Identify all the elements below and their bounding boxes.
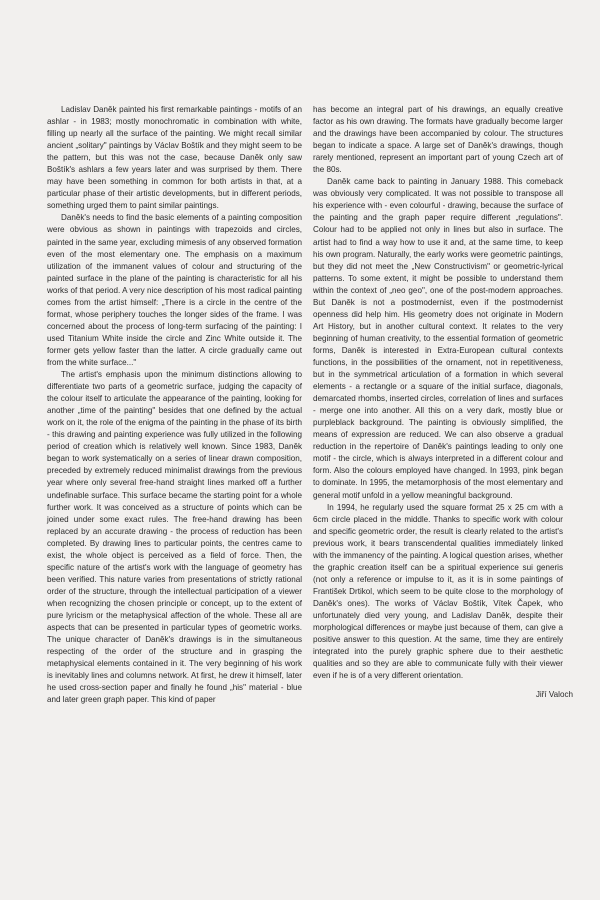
paragraph: Daněk's needs to find the basic elements of a painting composition were obvious as shown in paintings with trapezoids and circles, painted in the same year, excluding mimesis of any observed formation even of the most elementary one. The emphasis on a maximum utilization of the immanent values of colour and structuring of the painted surface in the plane of the painting is characteristic for all his works of that period. A very nice description of his most radical painting comes from the artist himself: „There is a circle in the centre of the format, whose periphery touches the longer sides of the frame. I was concerned about the process of long-term surfacing of the painting: I used Titanium White inside the circle and Zinc White outside it. The former gets yellow faster than the latter. A circle gradually came out from the white surface..." [47,213,302,367]
paragraph: The artist's emphasis upon the minimum distinctions allowing to differentiate two parts of a geometric surface, judging the capacity of the colour itself to articulate the appearance of the painting, looking for another „time of the painting" besides that one defined by the actual work on it, the role of the enigma of the painting in the phase of its birth - this drawing and painting experience was fully utilized in the following period of creation which is relatively well known. Since 1983, Daněk began to work systematically on a series of linear drawn composition, preceded by extremely reduced minimalist drawings from the previous year where only several free-hand straight lines marked off a further undefinable surface. This surface became the starting point for a whole further work. It was conceived as a structure of points which can be joined under some exact rules. The free-hand drawing has been replaced by an accurate drawing - the process of reduction has been completed. By drawing lines to particular points, the centres came to exist, the whole object is perceived as a field of force. Then, the specific nature of the artist's work with the language of geometry has been verified. This nature varies from presentations of strictly rational order of the structure, through the intellectual participation of a viewer when recognizing the chosen principle or concept, up to the extent of pure lyricism or the metaphysical affection of the whole. These all are aspects that can be presented in particular types of geometric works. The unique character of Daněk's drawings is in the simultaneous respecting of the order of the structure and in grasping the metaphysical elements contained in it. The very beginning of his work is inevitably lines and columns network. At first, he drew it himself, later he used cross-section paper and finally he found „his" material - blue and later green graph paper. This kind of paper [47,370,302,705]
paragraph: In 1994, he regularly used the square format 25 x 25 cm with a 6cm circle placed in the middle. Thanks to specific work with colour and specific geometric order, the result is clearly related to the artist's previous work, it bears transcendental qualities immediately linked with the immanency of the painting. A logical question arises, whether the graphic creation itself can be a spiritual experience sui generis (not only a reference or impulse to it, as it is in some paintings of František Drtikol, which seem to be quite close to the morphology of Daněk's ones). The works of Václav Boštík, Vítek Čapek, who unfortunately died very young, and Ladislav Daněk, despite their morphological differences or maybe just because of them, can give a positive answer to this question. At the same, time they are entirely integrated into the purely graphic sphere due to their aesthetic qualities and so they are able to communicate fully with their viewer even if he is of a very different orientation. [313,502,563,681]
left-column [47,104,302,706]
author-signature: Jiří Valoch [535,690,573,699]
paragraph: Daněk came back to painting in January 1988. This comeback was obviously very complicated. It was not possible to transpose all his experience with - even colourful - drawing, because the surface of the painting and the graph paper require different „regulations". Colour had to be applied not only in lines but also in surface. The artist had to find a way how to use it and, at the same time, to keep his own program. Naturally, the early works were geometric paintings, but they did not meet the „New Constructivism" or geometric-lyrical patterns. To some extent, it might be possible to understand them within the context of „neo geo", one of the post-modern approaches. But Daněk is not a postmodernist, even if the postmodernist openness did help him. His geometry does not originate in Modern Art History, but in another cultural context. It relates to the very beginning of human creativity, to the essential formation of geometric forms, Daněk is interested in Extra-European cultural contexts functions, in the possibilities of the ornament, not in repetitiveness, but in the symmetrical articulation of a formation in which several elements - a rectangle or a square of the initial surface, diagonals, demarcated rhombs, inserted circles, correlation of lines and surfaces - merge one into another. All this on a very dark, mostly blue or purpleblack background. The painting is obviously simplified, the means of expression are reduced. We can also observe a gradual reduction in the repertoire of Daněk's paintings leading to only one motif - the circle, which is always interpreted in a different colour and form. Also the colours employed have changed. In 1993, pink began to dominate. In 1995, the metamorphosis of the most elementary and general motif unfold in a yellow meaningful background. [313,177,563,500]
paragraph: Ladislav Daněk painted his first remarkable paintings - motifs of an ashlar - in 1983; mostly monochromatic in combination with white, filling up nearly all the surface of the painting. We might recall similar ancient „solitary" paintings by Václav Boštík and they might seem to be the pattern, but this was not the case, because Daněk only saw Boštík's ashlars a few years later and was surprised by them. There may have been something in common for both artists in that, at a particular phase of their artistic developments, but in different periods, something urged them to paint similar paintings. [47,105,302,211]
right-column [313,104,563,682]
paragraph: has become an integral part of his drawings, an equally creative factor as his own drawing. The formats have gradually become larger and the drawings have been accompanied by colour. The structures began to indicate a space. A large set of Daněk's drawings, though rarely mentioned, represent an important part of young Czech art of the 80s. [313,105,563,175]
